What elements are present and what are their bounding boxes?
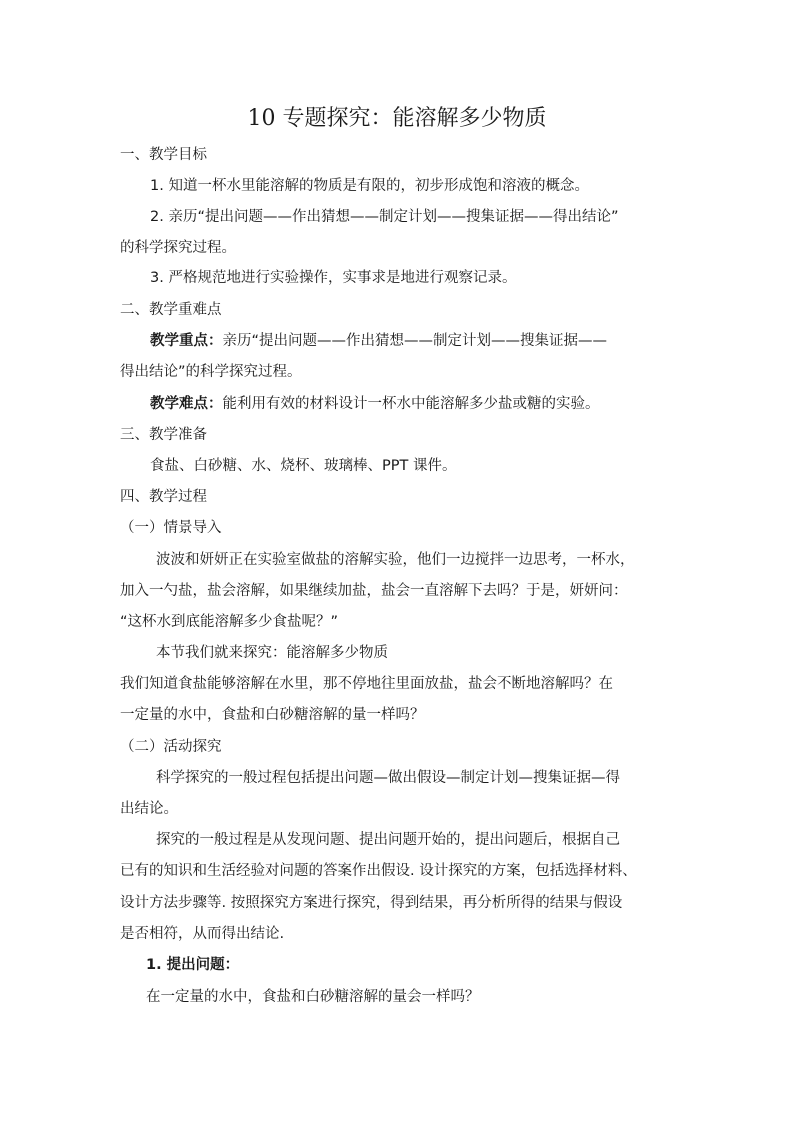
focus-paragraph-line-1 (150, 331, 607, 351)
focus-text: 亲历“提出问题——作出猜想——制定计划——搜集证据—— (222, 333, 608, 349)
section-heading-key-points: 二、教学重难点 (120, 302, 222, 318)
goal-item-2-line-1: 2. 亲历“提出问题——作出猜想——制定计划——搜集证据——得出结论” (150, 209, 619, 225)
prep-materials: 食盐、白砂糖、水、烧杯、玻璃棒、PPT 课件。 (150, 458, 457, 474)
section-heading-prep: 三、教学准备 (120, 427, 207, 443)
page-title: 10 专题探究：能溶解多少物质 (247, 106, 547, 131)
activity-paragraph-1-line-2: 出结论。 (120, 801, 178, 817)
intro-paragraph-3-line-1: 我们知道食盐能够溶解在水里，那不停地往里面放盐，盐会不断地溶解吗？在 (120, 676, 613, 692)
subsection-heading-intro: （一）情景导入 (120, 520, 222, 536)
difficulty-text: 能利用有效的材料设计一杯水中能溶解多少盐或糖的实验。 (222, 396, 600, 412)
difficulty-label: 教学难点： (150, 396, 223, 412)
goal-item-1: 1. 知道一杯水里能溶解的物质是有限的，初步形成饱和溶液的概念。 (150, 178, 589, 194)
intro-paragraph-1-line-1: 波波和妍妍正在实验室做盐的溶解实验，他们一边搅拌一边思考，一杯水， (156, 552, 635, 568)
intro-paragraph-1-line-2: 加入一勺盐，盐会溶解，如果继续加盐，盐会一直溶解下去吗？于是，妍妍问： (120, 583, 628, 599)
intro-paragraph-1-line-3: “这杯水到底能溶解多少食盐呢？” (120, 614, 339, 630)
goal-item-2-line-2: 的科学探究过程。 (120, 240, 236, 256)
activity-paragraph-2-line-3: 设计方法步骤等. 按照探究方案进行探究，得到结果，再分析所得的结果与假设 (120, 895, 623, 911)
intro-paragraph-3-line-2: 一定量的水中，食盐和白砂糖溶解的量一样吗？ (120, 707, 425, 723)
focus-label: 教学重点： (150, 333, 223, 349)
activity-paragraph-2-line-1: 探究的一般过程是从发现问题、提出问题开始的，提出问题后，根据自己 (156, 832, 620, 848)
intro-paragraph-2: 本节我们就来探究：能溶解多少物质 (156, 645, 388, 661)
step-1-question: 在一定量的水中，食盐和白砂糖溶解的量会一样吗？ (146, 989, 480, 1005)
activity-paragraph-2-line-2: 已有的知识和生活经验对问题的答案作出假设. 设计探究的方案，包括选择材料、 (120, 863, 637, 879)
activity-paragraph-1-line-1: 科学探究的一般过程包括提出问题—做出假设—制定计划—搜集证据—得 (156, 770, 620, 786)
section-heading-process: 四、教学过程 (120, 489, 207, 505)
goal-item-3: 3. 严格规范地进行实验操作，实事求是地进行观察记录。 (150, 270, 517, 286)
subsection-heading-activity: （二）活动探究 (120, 739, 222, 755)
step-1-heading: 1. 提出问题： (146, 957, 240, 973)
difficulty-paragraph (150, 394, 600, 414)
section-heading-goals: 一、教学目标 (120, 147, 207, 163)
focus-paragraph-line-2: 得出结论”的科学探究过程。 (120, 364, 302, 380)
activity-paragraph-2-line-4: 是否相符，从而得出结论. (120, 926, 285, 942)
